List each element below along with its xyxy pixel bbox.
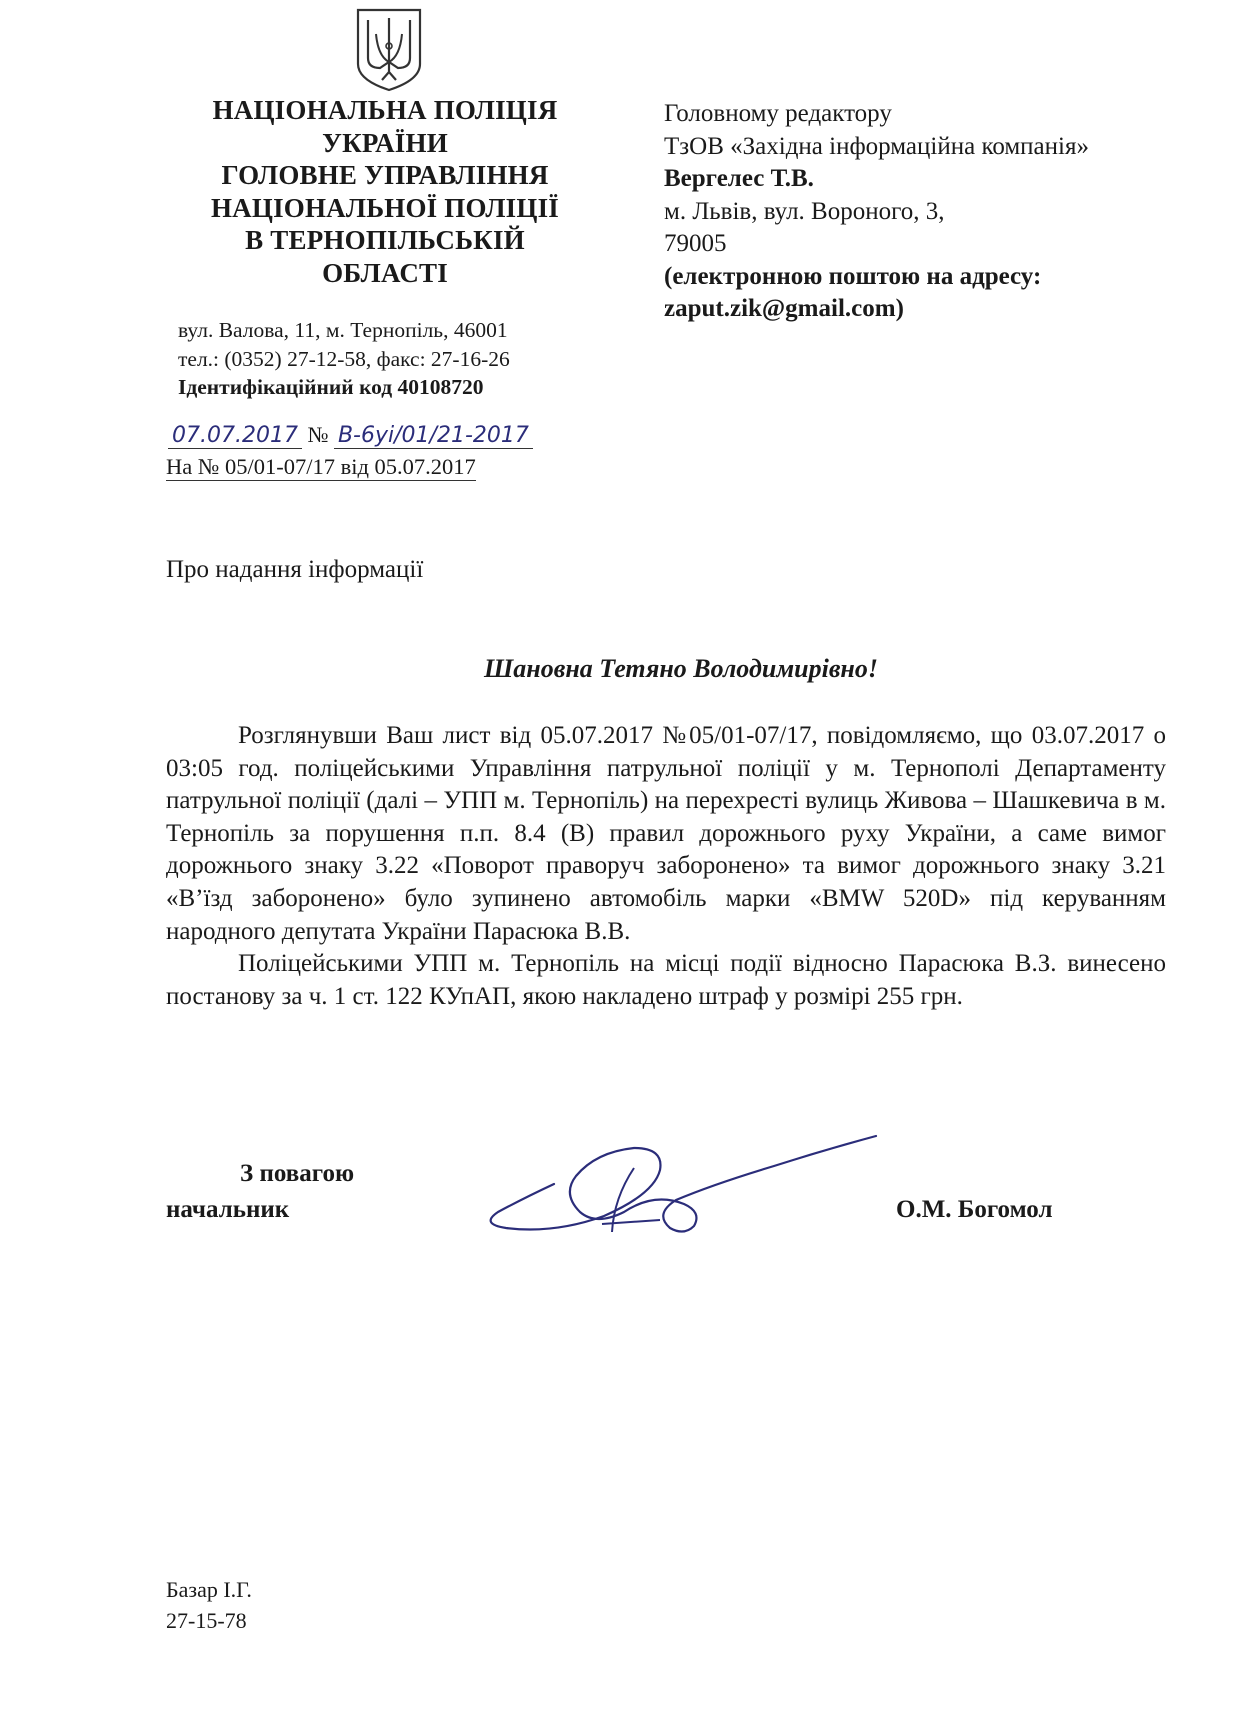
body-paragraph-1: Розглянувши Ваш лист від 05.07.2017 №05/01-07/17, повідомляємо, що 03.07.2017 о 03:05 год. поліцейськими Управління патрульної поліції у м. Тернополі Департаменту патрульної поліції (далі – УПП м. Тернопіль) на перехресті вулиць Живова – Шашкевича в м. Тернопіль за порушення п.п. 8.4 (В) правил дорожнього руху України, а саме вимог дорожнього знаку 3.22 «Поворот праворуч заборонено» та вимог дорожнього знаку 3.21 «В’їзд заборонено» було зупинено автомобіль марки «BMW 520D» під керуванням народного депутата України Парасюка В.В. xyxy=(166,722,1166,945)
registration-number: В-6уі/01/21-2017 xyxy=(334,423,533,449)
letter-body xyxy=(166,720,1166,1013)
handwritten-signature-icon xyxy=(484,1128,884,1248)
org-line-1: НАЦІОНАЛЬНА ПОЛІЦІЯ xyxy=(212,95,558,125)
letter-subject: Про надання інформації xyxy=(166,556,424,583)
signer-position: начальник xyxy=(166,1196,290,1223)
org-phone: тел.: (0352) 27-12-58, факс: 27-16-26 xyxy=(178,346,510,371)
signer-name: О.М. Богомол xyxy=(896,1196,1053,1223)
reply-reference: На № 05/01-07/17 від 05.07.2017 xyxy=(166,454,476,479)
recipient-address-2: 79005 xyxy=(664,230,727,257)
body-paragraph-2: Поліцейськими УПП м. Тернопіль на місці події відносно Парасюка В.З. винесено постанову за ч. 1 ст. 122 КУпАП, якою накладено штраф у розмірі 255 грн. xyxy=(166,950,1166,1010)
org-address: вул. Валова, 11, м. Тернопіль, 46001 xyxy=(178,318,508,342)
executor-info xyxy=(166,1574,252,1636)
recipient-email: zaput.zik@gmail.com) xyxy=(664,295,904,322)
executor-phone: 27-15-78 xyxy=(166,1608,247,1633)
org-line-6: ОБЛАСТІ xyxy=(322,257,448,288)
org-line-4: НАЦІОНАЛЬНОЇ ПОЛІЦІЇ xyxy=(210,192,560,223)
executor-name: Базар І.Г. xyxy=(166,1577,252,1602)
org-line-3: ГОЛОВНЕ УПРАВЛІННЯ xyxy=(221,160,549,190)
org-contacts xyxy=(178,316,510,402)
registration-line xyxy=(168,422,533,449)
org-line-5: В ТЕРНОПІЛЬСЬКІЙ xyxy=(245,225,525,255)
recipient-line-1: Головному редактору xyxy=(664,100,892,127)
number-sign: № xyxy=(307,422,329,447)
recipient-block xyxy=(664,98,1089,326)
recipient-address-1: м. Львів, вул. Вороного, 3, xyxy=(664,197,945,225)
registration-date: 07.07.2017 xyxy=(168,423,302,449)
trident-emblem-icon xyxy=(354,6,424,92)
closing-regards: З повагою xyxy=(240,1160,355,1187)
organization-name xyxy=(150,94,620,289)
org-id-code: Ідентифікаційний код 40108720 xyxy=(178,375,484,399)
recipient-email-note: (електронною поштою на адресу: xyxy=(664,262,1042,290)
org-line-2: УКРАЇНИ xyxy=(322,127,448,158)
recipient-line-2: ТзОВ «Західна інформаційна компанія» xyxy=(664,132,1089,160)
salutation: Шановна Тетяно Володимирівно! xyxy=(484,654,878,683)
recipient-name: Вергелес Т.В. xyxy=(664,165,814,192)
